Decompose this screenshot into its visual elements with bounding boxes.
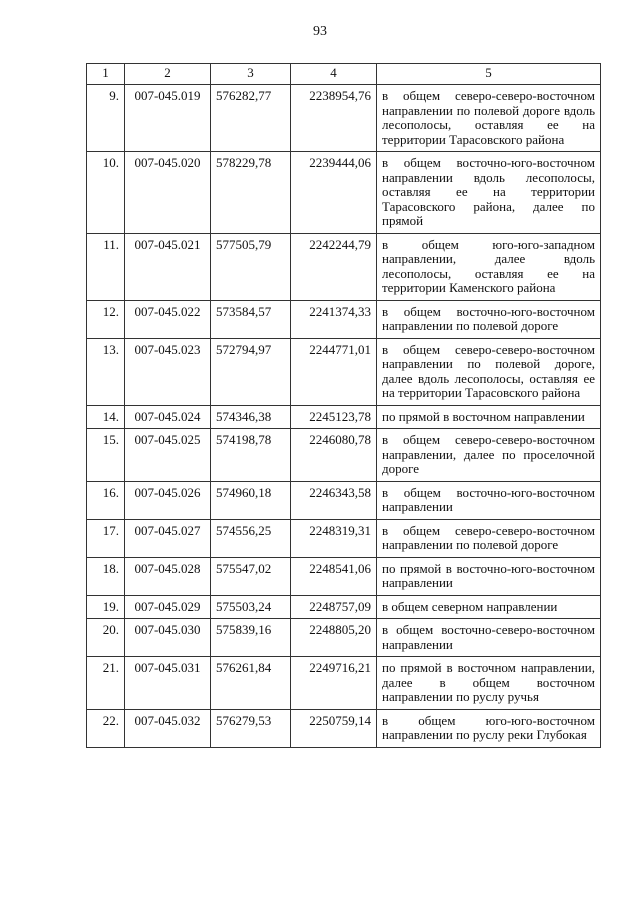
point-code-cell: 007-045.020 bbox=[125, 152, 211, 234]
y-coordinate-cell: 2249716,21 bbox=[291, 657, 377, 710]
row-number-cell: 9. bbox=[87, 85, 125, 152]
direction-description-cell: в общем восточно-северо-восточном направлении bbox=[377, 619, 601, 657]
y-coordinate-cell: 2248319,31 bbox=[291, 519, 377, 557]
row-number-cell: 16. bbox=[87, 481, 125, 519]
table-row bbox=[87, 152, 601, 234]
x-coordinate-cell: 573584,57 bbox=[211, 300, 291, 338]
table-body bbox=[87, 85, 601, 748]
direction-description-cell: в общем восточно-юго-восточном направлении по полевой дороге bbox=[377, 300, 601, 338]
point-code-cell: 007-045.021 bbox=[125, 233, 211, 300]
header-col-3: 3 bbox=[211, 64, 291, 85]
direction-description-cell: в общем северо-северо-восточном направлении, далее по проселочной дороге bbox=[377, 429, 601, 482]
direction-description-cell: в общем юго-юго-западном направлении, далее вдоль лесополосы, оставляя ее на территории Каменского района bbox=[377, 233, 601, 300]
table-row bbox=[87, 595, 601, 619]
y-coordinate-cell: 2238954,76 bbox=[291, 85, 377, 152]
x-coordinate-cell: 574960,18 bbox=[211, 481, 291, 519]
point-code-cell: 007-045.023 bbox=[125, 338, 211, 405]
row-number-cell: 12. bbox=[87, 300, 125, 338]
x-coordinate-cell: 574346,38 bbox=[211, 405, 291, 429]
direction-description-cell: по прямой в восточном направлении, далее в общем восточном направлении по руслу ручья bbox=[377, 657, 601, 710]
row-number-cell: 22. bbox=[87, 709, 125, 747]
x-coordinate-cell: 576282,77 bbox=[211, 85, 291, 152]
point-code-cell: 007-045.019 bbox=[125, 85, 211, 152]
x-coordinate-cell: 576279,53 bbox=[211, 709, 291, 747]
x-coordinate-cell: 574198,78 bbox=[211, 429, 291, 482]
y-coordinate-cell: 2246080,78 bbox=[291, 429, 377, 482]
y-coordinate-cell: 2244771,01 bbox=[291, 338, 377, 405]
row-number-cell: 14. bbox=[87, 405, 125, 429]
table-row bbox=[87, 619, 601, 657]
y-coordinate-cell: 2245123,78 bbox=[291, 405, 377, 429]
direction-description-cell: в общем юго-юго-восточном направлении по руслу реки Глубокая bbox=[377, 709, 601, 747]
point-code-cell: 007-045.026 bbox=[125, 481, 211, 519]
y-coordinate-cell: 2250759,14 bbox=[291, 709, 377, 747]
point-code-cell: 007-045.022 bbox=[125, 300, 211, 338]
row-number-cell: 21. bbox=[87, 657, 125, 710]
row-number-cell: 20. bbox=[87, 619, 125, 657]
table-row bbox=[87, 300, 601, 338]
point-code-cell: 007-045.032 bbox=[125, 709, 211, 747]
direction-description-cell: в общем северо-северо-восточном направлении по полевой дороге, далее вдоль лесополосы, оставляя ее на территории Тарасовского района bbox=[377, 338, 601, 405]
x-coordinate-cell: 575503,24 bbox=[211, 595, 291, 619]
header-row bbox=[87, 64, 601, 85]
x-coordinate-cell: 577505,79 bbox=[211, 233, 291, 300]
table-row bbox=[87, 233, 601, 300]
table-header bbox=[87, 64, 601, 85]
point-code-cell: 007-045.025 bbox=[125, 429, 211, 482]
x-coordinate-cell: 572794,97 bbox=[211, 338, 291, 405]
row-number-cell: 13. bbox=[87, 338, 125, 405]
header-col-5: 5 bbox=[377, 64, 601, 85]
point-code-cell: 007-045.030 bbox=[125, 619, 211, 657]
point-code-cell: 007-045.027 bbox=[125, 519, 211, 557]
table-row bbox=[87, 481, 601, 519]
row-number-cell: 18. bbox=[87, 557, 125, 595]
header-col-2: 2 bbox=[125, 64, 211, 85]
y-coordinate-cell: 2248757,09 bbox=[291, 595, 377, 619]
y-coordinate-cell: 2248541,06 bbox=[291, 557, 377, 595]
direction-description-cell: в общем восточно-юго-восточном направлении bbox=[377, 481, 601, 519]
header-col-1: 1 bbox=[87, 64, 125, 85]
point-code-cell: 007-045.029 bbox=[125, 595, 211, 619]
table-row bbox=[87, 557, 601, 595]
boundary-points-table bbox=[86, 63, 601, 748]
point-code-cell: 007-045.028 bbox=[125, 557, 211, 595]
y-coordinate-cell: 2239444,06 bbox=[291, 152, 377, 234]
direction-description-cell: в общем северо-северо-восточном направлении по полевой дороге bbox=[377, 519, 601, 557]
y-coordinate-cell: 2246343,58 bbox=[291, 481, 377, 519]
x-coordinate-cell: 574556,25 bbox=[211, 519, 291, 557]
direction-description-cell: по прямой в восточном направлении bbox=[377, 405, 601, 429]
x-coordinate-cell: 575839,16 bbox=[211, 619, 291, 657]
table-row bbox=[87, 709, 601, 747]
direction-description-cell: в общем северо-северо-восточном направлении по полевой дороге вдоль лесополосы, оставляя ее на территории Тарасовского района bbox=[377, 85, 601, 152]
y-coordinate-cell: 2241374,33 bbox=[291, 300, 377, 338]
x-coordinate-cell: 578229,78 bbox=[211, 152, 291, 234]
row-number-cell: 17. bbox=[87, 519, 125, 557]
direction-description-cell: в общем восточно-юго-восточном направлении вдоль лесополосы, оставляя ее на территории Тарасовского района, далее по прямой bbox=[377, 152, 601, 234]
point-code-cell: 007-045.024 bbox=[125, 405, 211, 429]
table-row bbox=[87, 338, 601, 405]
direction-description-cell: в общем северном направлении bbox=[377, 595, 601, 619]
table-row bbox=[87, 429, 601, 482]
table-row bbox=[87, 657, 601, 710]
row-number-cell: 11. bbox=[87, 233, 125, 300]
point-code-cell: 007-045.031 bbox=[125, 657, 211, 710]
y-coordinate-cell: 2248805,20 bbox=[291, 619, 377, 657]
row-number-cell: 10. bbox=[87, 152, 125, 234]
y-coordinate-cell: 2242244,79 bbox=[291, 233, 377, 300]
page-number: 93 bbox=[313, 24, 327, 39]
x-coordinate-cell: 575547,02 bbox=[211, 557, 291, 595]
header-col-4: 4 bbox=[291, 64, 377, 85]
table-row bbox=[87, 519, 601, 557]
table-row bbox=[87, 85, 601, 152]
row-number-cell: 19. bbox=[87, 595, 125, 619]
row-number-cell: 15. bbox=[87, 429, 125, 482]
direction-description-cell: по прямой в восточно-юго-восточном направлении bbox=[377, 557, 601, 595]
table-row bbox=[87, 405, 601, 429]
x-coordinate-cell: 576261,84 bbox=[211, 657, 291, 710]
